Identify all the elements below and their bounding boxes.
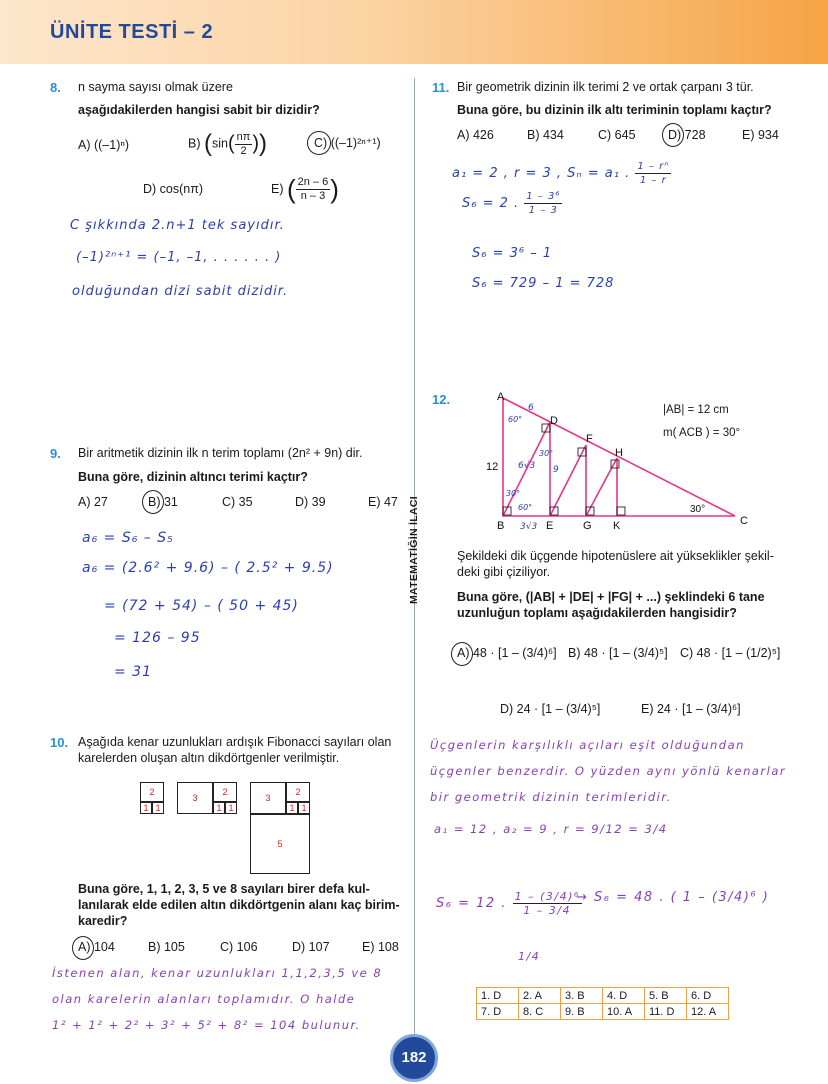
- q10-line2: karelerden oluşan altın dikdörtgenler verilmiştir.: [78, 751, 340, 765]
- q12-question-2: uzunluğun toplamı aşağıdakilerden hangisidir?: [457, 606, 737, 620]
- q11-handwriting-4: S₆ = 729 – 1 = 728: [472, 276, 615, 291]
- q12-hw5-denominator: 1 – 3/4: [523, 904, 572, 917]
- q10-question-3: karedir?: [78, 914, 128, 928]
- q10-question-1: Buna göre, 1, 1, 2, 3, 5 ve 8 sayıları birer defa kul-: [78, 882, 370, 896]
- q10-line1: Aşağıda kenar uzunlukları ardışık Fibonacci sayıları olan: [78, 735, 392, 749]
- q9-handwriting-1: a₆ = S₆ – S₅: [82, 530, 174, 546]
- q10-handwriting-2: olan karelerin alanları toplamıdır. O halde: [52, 992, 356, 1006]
- q11-number: 11.: [432, 80, 450, 95]
- fib-square-1a: 1: [140, 802, 152, 814]
- q8-option-d[interactable]: D) cos(nπ): [143, 182, 204, 196]
- q12-given-ab: |AB| = 12 cm: [663, 404, 729, 416]
- answer-cell: 5. B: [645, 988, 687, 1004]
- q9-option-c[interactable]: C) 35: [222, 495, 253, 509]
- fib-square-1b: 1: [152, 802, 164, 814]
- q8-handwriting-1: C şıkkında 2.n+1 tek sayıdır.: [70, 218, 285, 233]
- point-F: F: [586, 433, 593, 445]
- q9-handwriting-3: = (72 + 54) – ( 50 + 45): [104, 598, 299, 614]
- hw-label-3root3: 3√3: [520, 522, 538, 532]
- q8-option-a[interactable]: A) ((–1)ⁿ): [78, 138, 130, 152]
- brand-sidebar-text: MATEMATİĞİN İLACI: [408, 496, 420, 604]
- q11-line1: Bir geometrik dizinin ilk terimi 2 ve ortak çarpanı 3 tür.: [457, 80, 754, 94]
- q8-option-c[interactable]: [314, 135, 381, 150]
- hw-label-60b: 60°: [518, 503, 533, 512]
- answer-cell: 9. B: [561, 1004, 603, 1020]
- q8-option-b[interactable]: B) (sin( $\frac{n\pi}{2}$ )): [188, 130, 268, 157]
- q9-option-b[interactable]: B) 31: [148, 495, 178, 509]
- q11-option-b[interactable]: B) 434: [527, 128, 564, 142]
- point-A: A: [497, 391, 505, 403]
- page-number-badge: 182: [390, 1034, 438, 1082]
- q8-line1: n sayma sayısı olmak üzere: [78, 80, 233, 94]
- q11-option-c[interactable]: C) 645: [598, 128, 636, 142]
- q8-question: aşağıdakilerden hangisi sabit bir dizidir?: [78, 103, 320, 117]
- q9-handwriting-5: = 31: [114, 664, 152, 680]
- hw-label-60: 60°: [508, 415, 523, 424]
- label-12: 12: [486, 461, 499, 473]
- q9-option-d[interactable]: D) 39: [295, 495, 326, 509]
- q11-handwriting-2: [462, 190, 562, 217]
- q8-b-denominator: 2: [240, 144, 247, 157]
- fib-square-1b: 1: [225, 802, 237, 814]
- q11-hw2-denominator: 1 – 3: [528, 205, 558, 216]
- q8-option-b-label: B): [188, 136, 201, 151]
- answer-cell: 7. D: [477, 1004, 519, 1020]
- q12-option-c[interactable]: C) 48 · [1 – (1/2)⁵]: [680, 646, 781, 660]
- q8-option-e[interactable]: E) ( $\frac{2n - 6}{n - 3}$ ): [271, 174, 339, 204]
- q12-triangle-figure: [480, 388, 780, 538]
- q11-hw2-numerator: 1 – 3⁶: [526, 191, 561, 202]
- q12-handwriting-6: → S₆ = 48 . ( 1 – (3/4)⁶ ): [576, 890, 770, 905]
- brand-sidebar: [396, 480, 432, 630]
- answer-cell: 2. A: [519, 988, 561, 1004]
- answer-cell: 12. A: [687, 1004, 729, 1020]
- q8-option-e-label: E): [271, 181, 284, 196]
- q12-hw5-quarter: 1/4: [518, 950, 541, 963]
- q9-option-a[interactable]: A) 27: [78, 495, 108, 509]
- q10-question-2: lanılarak elde edilen altın dikdörtgenin alanı kaç birim-: [78, 898, 400, 912]
- q8-option-c-label: C): [314, 136, 328, 150]
- q10-number: 10.: [50, 735, 69, 750]
- q11-option-a[interactable]: A) 426: [457, 128, 494, 142]
- q10-option-a[interactable]: A) 104: [78, 940, 115, 954]
- unit-test-title: ÜNİTE TESTİ – 2: [50, 21, 214, 43]
- q12-question-1: Buna göre, (|AB| + |DE| + |FG| + ...) şeklindeki 6 tane: [457, 590, 765, 604]
- answer-cell: 4. D: [603, 988, 645, 1004]
- q12-line1: Şekildeki dik üçgende hipotenüslere ait yükseklikler şekil-: [457, 549, 774, 563]
- q8-handwriting-3: olduğundan dizi sabit dizidir.: [72, 284, 289, 299]
- q8-e-numerator: 2n – 6: [297, 176, 329, 188]
- q12-handwriting-5: [436, 890, 582, 917]
- answer-cell: 10. A: [603, 1004, 645, 1020]
- q8-option-b-sin: sin: [211, 136, 228, 151]
- q11-question: Buna göre, bu dizinin ilk altı teriminin toplamı kaçtır?: [457, 103, 772, 117]
- q8-e-denominator: n – 3: [300, 190, 326, 202]
- fib-square-2: 2: [213, 782, 237, 802]
- answer-row: [477, 988, 729, 1004]
- answer-cell: 8. C: [519, 1004, 561, 1020]
- q12-handwriting-2: üçgenler benzerdir. O yüzden aynı yönlü kenarlar: [430, 764, 787, 778]
- q11-hw2-text: S₆ = 2 .: [462, 196, 520, 211]
- q11-hw1-text: a₁ = 2 , r = 3 , Sₙ = a₁ .: [452, 166, 631, 181]
- point-G: G: [583, 520, 592, 532]
- answer-key-table: [476, 987, 729, 1020]
- q10-option-d[interactable]: D) 107: [292, 940, 330, 954]
- label-30deg: 30°: [690, 504, 706, 515]
- hw-label-30: 30°: [539, 449, 554, 458]
- q10-option-b[interactable]: B) 105: [148, 940, 185, 954]
- q9-option-e[interactable]: E) 47: [368, 495, 398, 509]
- hw-label-6: 6: [528, 403, 534, 413]
- hw-label-6root3: 6√3: [518, 461, 536, 471]
- q11-handwriting-1: [452, 160, 671, 187]
- fib-square-1b: 1: [298, 802, 310, 814]
- answer-cell: 3. B: [561, 988, 603, 1004]
- q12-option-b[interactable]: B) 48 · [1 – (3/4)⁵]: [568, 646, 668, 660]
- q12-option-e[interactable]: E) 24 · [1 – (3/4)⁶]: [641, 702, 741, 716]
- q12-handwriting-3: bir geometrik dizinin terimleridir.: [430, 790, 672, 804]
- q12-handwriting-1: Üçgenlerin karşılıklı açıları eşit olduğundan: [430, 738, 745, 752]
- q11-hw1-numerator: 1 – rⁿ: [637, 161, 670, 172]
- q10-handwriting-1: İstenen alan, kenar uzunlukları 1,1,2,3,5 ve 8: [52, 966, 383, 980]
- answer-row: [477, 1004, 729, 1020]
- q12-line2: deki gibi çiziliyor.: [457, 565, 551, 579]
- q10-option-c[interactable]: C) 106: [220, 940, 258, 954]
- fib-square-1a: 1: [286, 802, 298, 814]
- q12-given-angle: m( ACB ) = 30°: [663, 427, 741, 439]
- point-D: D: [550, 415, 558, 427]
- fib-square-2: 2: [140, 782, 164, 802]
- point-B: B: [497, 520, 505, 532]
- page-header: [0, 0, 828, 64]
- fib-square-3: 3: [250, 782, 286, 814]
- answer-cell: 6. D: [687, 988, 729, 1004]
- q10-handwriting-3: 1² + 1² + 2² + 3² + 5² + 8² = 104 bulunur.: [52, 1018, 361, 1032]
- point-E: E: [546, 520, 554, 532]
- q12-option-a[interactable]: A) 48 · [1 – (3/4)⁶]: [457, 646, 557, 660]
- q9-handwriting-2: a₆ = (2.6² + 9.6) – ( 2.5² + 9.5): [82, 560, 334, 576]
- q8-handwriting-2: (–1)²ⁿ⁺¹ = (–1, –1, . . . . . . ): [76, 250, 282, 265]
- fib-square-3: 3: [177, 782, 213, 814]
- answer-cell: 1. D: [477, 988, 519, 1004]
- hw-label-9: 9: [553, 465, 559, 475]
- q8-b-numerator: nπ: [236, 130, 251, 143]
- q8-number: 8.: [50, 80, 61, 95]
- q12-number: 12.: [432, 392, 451, 407]
- q10-option-e[interactable]: E) 108: [362, 940, 399, 954]
- q12-hw5-text: S₆ = 12 .: [436, 896, 507, 911]
- point-K: K: [613, 520, 621, 532]
- q11-hw1-denominator: 1 – r: [639, 175, 667, 186]
- right-angle-K: [617, 507, 625, 515]
- q11-handwriting-3: S₆ = 3⁶ – 1: [472, 246, 553, 261]
- q12-handwriting-4: a₁ = 12 , a₂ = 9 , r = 9/12 = 3/4: [434, 822, 668, 836]
- answer-cell: 11. D: [645, 1004, 687, 1020]
- q11-option-e[interactable]: E) 934: [742, 128, 779, 142]
- q9-line1: Bir aritmetik dizinin ilk n terim toplamı (2n² + 9n) dir.: [78, 446, 363, 460]
- fib-square-2: 2: [286, 782, 310, 802]
- point-H: H: [615, 447, 623, 459]
- q9-number: 9.: [50, 446, 61, 461]
- q9-handwriting-4: = 126 – 95: [114, 630, 201, 646]
- hw-label-30b: 30°: [506, 489, 521, 498]
- q9-question: Buna göre, dizinin altıncı terimi kaçtır?: [78, 470, 308, 484]
- fib-square-5: 5: [250, 814, 310, 874]
- fib-square-1a: 1: [213, 802, 225, 814]
- q12-hw5-numerator: 1 – (3/4)⁶: [514, 890, 580, 903]
- q11-option-d[interactable]: D) 728: [668, 128, 706, 142]
- point-C: C: [740, 515, 748, 527]
- q12-option-d[interactable]: D) 24 · [1 – (3/4)⁵]: [500, 702, 601, 716]
- q8-option-c-value: ((–1)²ⁿ⁺¹): [330, 136, 381, 150]
